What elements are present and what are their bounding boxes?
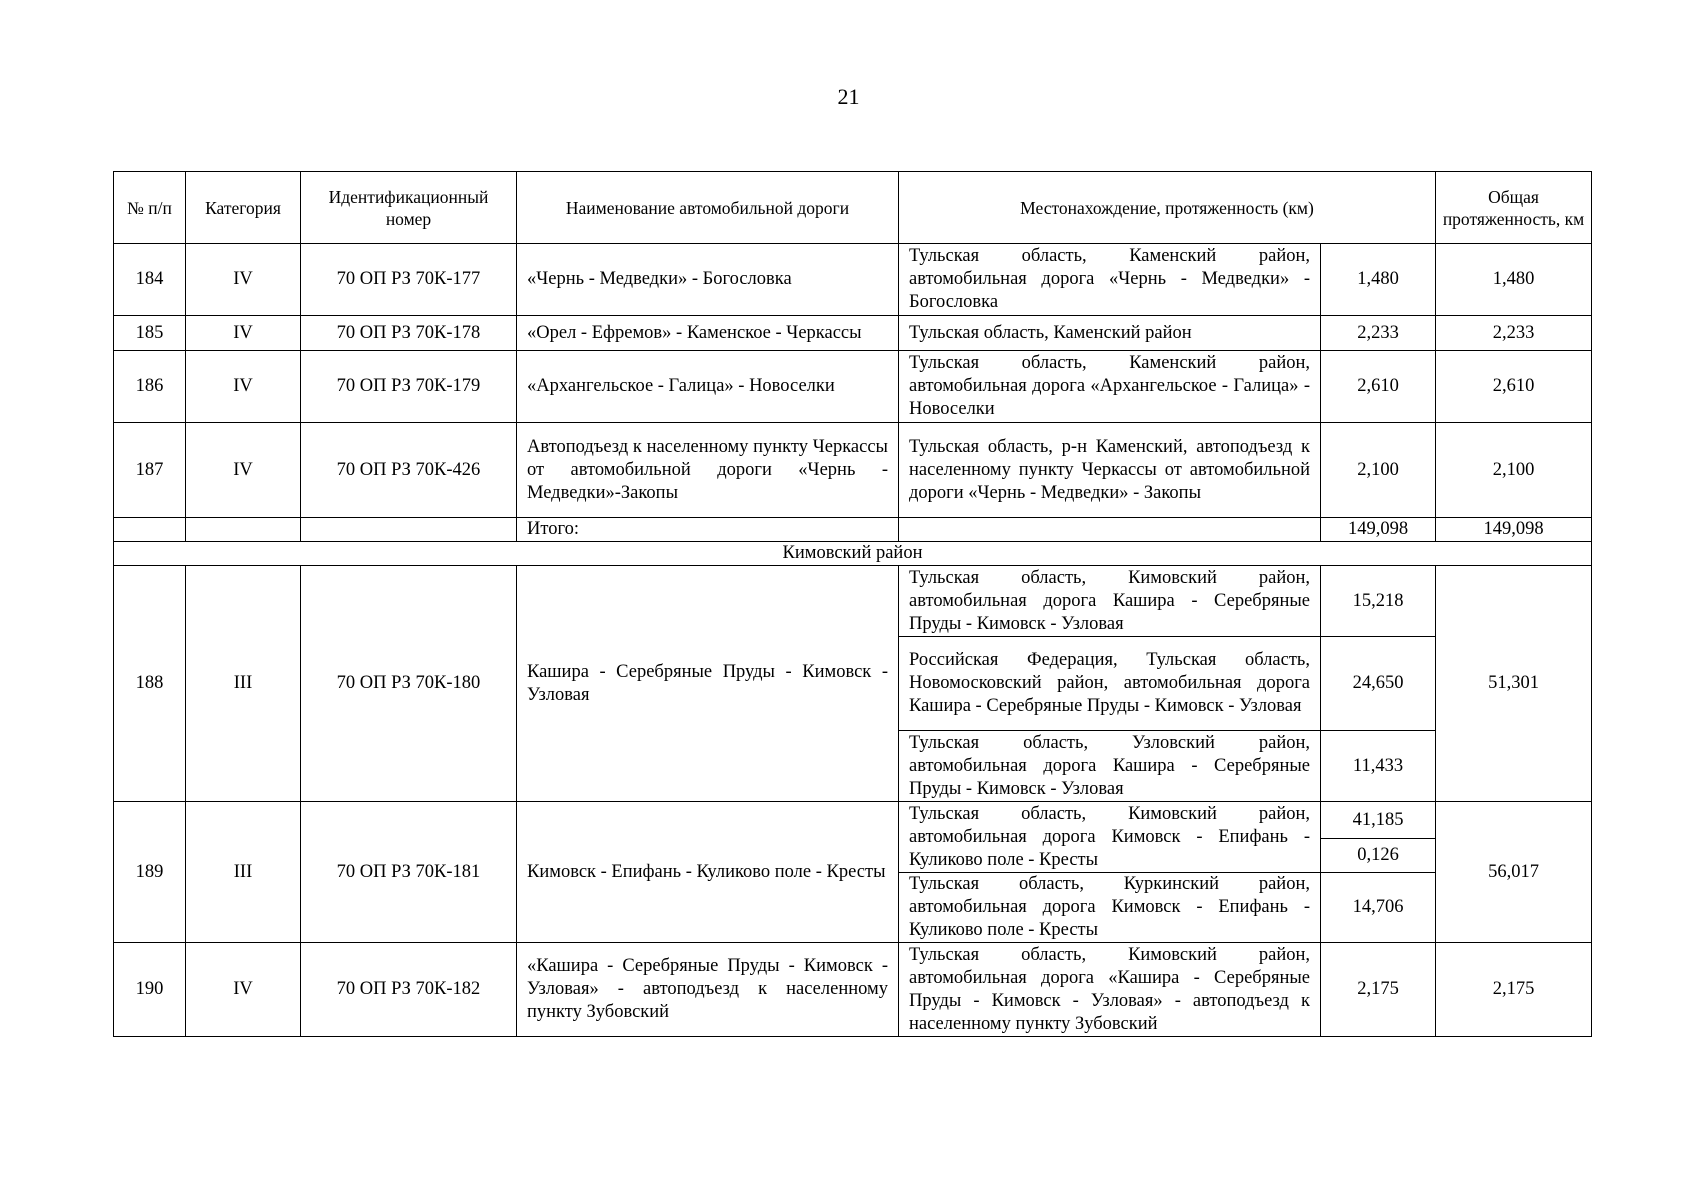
row-num: 185 bbox=[114, 316, 186, 351]
total-length: 149,098 bbox=[1321, 518, 1436, 542]
row-road-name: «Кашира - Серебряные Пруды - Кимовск - Узловая» - автоподъезд к населенному пункту Зубовский bbox=[517, 943, 899, 1037]
row-category: IV bbox=[186, 316, 301, 351]
total-row bbox=[114, 518, 1592, 542]
row-location: Российская Федерация, Тульская область, Новомосковский район, автомобильная дорога Кашира - Серебряные Пруды - Кимовск - Узловая bbox=[899, 637, 1321, 731]
row-category: IV bbox=[186, 423, 301, 518]
header-num: № п/п bbox=[114, 172, 186, 244]
total-label: Итого: bbox=[517, 518, 899, 542]
row-location: Тульская область, Куркинский район, автомобильная дорога Кимовск - Епифань - Куликово поле - Кресты bbox=[899, 873, 1321, 943]
header-total: Общая протяженность, км bbox=[1436, 172, 1592, 244]
district-row bbox=[114, 542, 1592, 566]
row-location: Тульская область, Каменский район, автомобильная дорога «Архангельское - Галица» - Новоселки bbox=[899, 351, 1321, 423]
page-number: 21 bbox=[837, 84, 860, 109]
row-num: 187 bbox=[114, 423, 186, 518]
row-length: 2,233 bbox=[1321, 316, 1436, 351]
row-road-name: Автоподъезд к населенному пункту Черкассы от автомобильной дороги «Чернь - Медведки»-Закопы bbox=[517, 423, 899, 518]
row-length: 1,480 bbox=[1321, 244, 1436, 316]
table-row bbox=[114, 351, 1592, 423]
row-location: Тульская область, р-н Каменский, автоподъезд к населенному пункту Черкассы от автомобильной дороги «Чернь - Медведки» - Закопы bbox=[899, 423, 1321, 518]
row-length: 2,175 bbox=[1321, 943, 1436, 1037]
row-length: 11,433 bbox=[1321, 731, 1436, 802]
row-category: III bbox=[186, 802, 301, 943]
header-id: Идентификационный номер bbox=[301, 172, 517, 244]
header-row bbox=[114, 172, 1592, 244]
row-category: IV bbox=[186, 351, 301, 423]
row-length: 2,100 bbox=[1321, 423, 1436, 518]
table-row bbox=[114, 802, 1592, 839]
row-road-name: Кашира - Серебряные Пруды - Кимовск - Узловая bbox=[517, 566, 899, 802]
row-id: 70 ОП РЗ 70К-180 bbox=[301, 566, 517, 802]
row-location: Тульская область, Каменский район, автомобильная дорога «Чернь - Медведки» - Богословка bbox=[899, 244, 1321, 316]
row-num: 188 bbox=[114, 566, 186, 802]
row-location: Тульская область, Кимовский район, автомобильная дорога «Кашира - Серебряные Пруды - Кимовск - Узловая» - автоподъезд к населенному пункту Зубовский bbox=[899, 943, 1321, 1037]
table-row bbox=[114, 244, 1592, 316]
row-total: 2,610 bbox=[1436, 351, 1592, 423]
row-road-name: «Чернь - Медведки» - Богословка bbox=[517, 244, 899, 316]
row-category: IV bbox=[186, 943, 301, 1037]
row-num: 190 bbox=[114, 943, 186, 1037]
total-overall: 149,098 bbox=[1436, 518, 1592, 542]
table-row bbox=[114, 423, 1592, 518]
row-length: 14,706 bbox=[1321, 873, 1436, 943]
row-length: 0,126 bbox=[1321, 839, 1436, 873]
row-num: 184 bbox=[114, 244, 186, 316]
row-total: 2,233 bbox=[1436, 316, 1592, 351]
row-road-name: «Архангельское - Галица» - Новоселки bbox=[517, 351, 899, 423]
roads-table bbox=[113, 171, 1592, 1037]
row-road-name: Кимовск - Епифань - Куликово поле - Кресты bbox=[517, 802, 899, 943]
row-location: Тульская область, Кимовский район, автомобильная дорога Кашира - Серебряные Пруды - Кимовск - Узловая bbox=[899, 566, 1321, 637]
row-category: IV bbox=[186, 244, 301, 316]
row-id: 70 ОП РЗ 70К-177 bbox=[301, 244, 517, 316]
table-row bbox=[114, 566, 1592, 637]
table-row bbox=[114, 943, 1592, 1037]
row-id: 70 ОП РЗ 70К-179 bbox=[301, 351, 517, 423]
row-road-name: «Орел - Ефремов» - Каменское - Черкассы bbox=[517, 316, 899, 351]
row-id: 70 ОП РЗ 70К-426 bbox=[301, 423, 517, 518]
row-category: III bbox=[186, 566, 301, 802]
header-category: Категория bbox=[186, 172, 301, 244]
row-id: 70 ОП РЗ 70К-182 bbox=[301, 943, 517, 1037]
header-name: Наименование автомобильной дороги bbox=[517, 172, 899, 244]
row-num: 189 bbox=[114, 802, 186, 943]
row-location: Тульская область, Кимовский район, автомобильная дорога Кимовск - Епифань - Куликово поле - Кресты bbox=[899, 802, 1321, 873]
row-location: Тульская область, Узловский район, автомобильная дорога Кашира - Серебряные Пруды - Кимовск - Узловая bbox=[899, 731, 1321, 802]
row-total: 2,100 bbox=[1436, 423, 1592, 518]
row-id: 70 ОП РЗ 70К-181 bbox=[301, 802, 517, 943]
row-length: 24,650 bbox=[1321, 637, 1436, 731]
row-length: 15,218 bbox=[1321, 566, 1436, 637]
table-row bbox=[114, 316, 1592, 351]
row-location: Тульская область, Каменский район bbox=[899, 316, 1321, 351]
row-total: 56,017 bbox=[1436, 802, 1592, 943]
row-num: 186 bbox=[114, 351, 186, 423]
row-length: 41,185 bbox=[1321, 802, 1436, 839]
district-title: Кимовский район bbox=[114, 542, 1592, 566]
header-location: Местонахождение, протяженность (км) bbox=[899, 172, 1436, 244]
row-total: 1,480 bbox=[1436, 244, 1592, 316]
row-length: 2,610 bbox=[1321, 351, 1436, 423]
row-total: 2,175 bbox=[1436, 943, 1592, 1037]
row-id: 70 ОП РЗ 70К-178 bbox=[301, 316, 517, 351]
row-total: 51,301 bbox=[1436, 566, 1592, 802]
